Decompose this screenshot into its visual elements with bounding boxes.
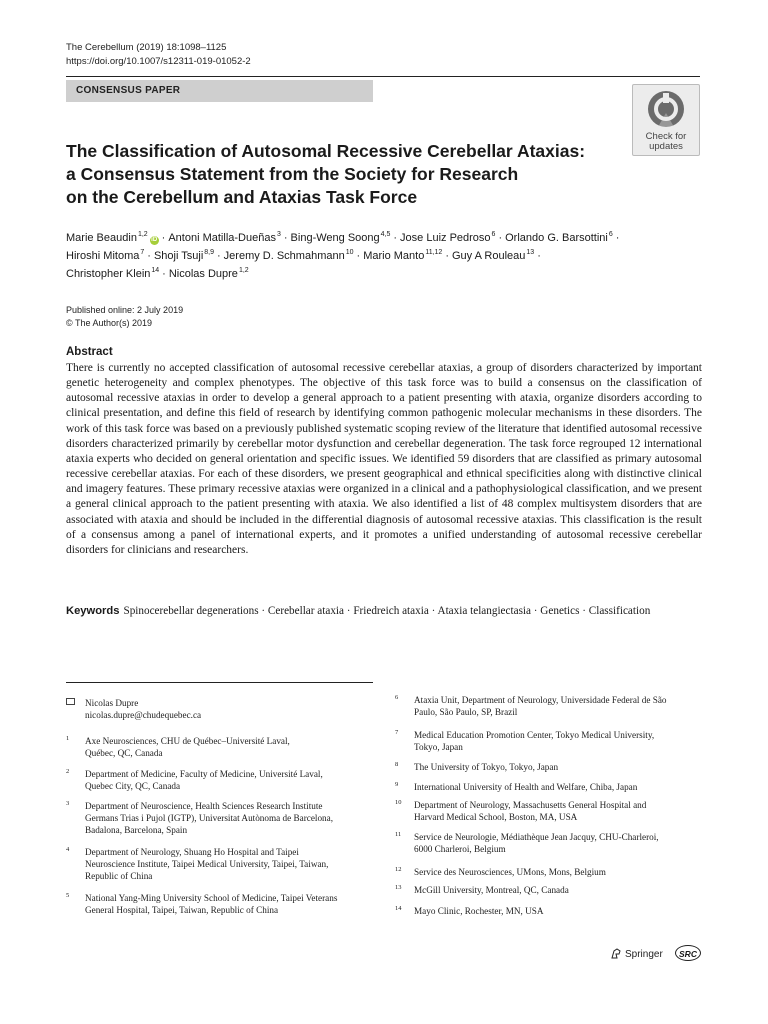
badge-line-1: Check for — [645, 131, 687, 142]
author[interactable]: Bing-Weng Soong$^{4,5}$ — [290, 231, 391, 244]
affiliation-number: 10 — [395, 799, 402, 806]
title-line-1: The Classification of Autosomal Recessive Cerebellar Ataxias: — [66, 141, 586, 161]
springer-logo: Springer — [610, 948, 663, 960]
affiliation-number: 14 — [395, 905, 402, 912]
affiliation-line: Harvard Medical School, Boston, MA, USA — [414, 812, 578, 822]
affiliation-line: Service des Neurosciences, UMons, Mons, Belgium — [414, 867, 606, 877]
author[interactable]: Jeremy D. Schmahmann$^{10}$ — [223, 249, 354, 262]
author[interactable]: Jose Luiz Pedroso$^6$ — [400, 231, 496, 244]
affiliation-line: Medical Education Promotion Center, Tokyo Medical University, — [414, 730, 655, 740]
author[interactable]: Nicolas Dupre$^{1,2}$ — [168, 267, 249, 280]
author[interactable]: Shoji Tsuji$^{8,9}$ — [153, 249, 214, 262]
abstract-heading: Abstract — [66, 346, 113, 358]
springer-horse-icon — [610, 948, 622, 960]
affiliation-line: 6000 Charleroi, Belgium — [414, 844, 506, 854]
envelope-icon — [66, 698, 75, 705]
badge-line-2: updates — [649, 141, 683, 152]
affiliation-line: Department of Neurology, Massachusetts General Hospital and — [414, 800, 647, 810]
affiliation-number: 13 — [395, 884, 402, 891]
affiliation-line: Mayo Clinic, Rochester, MN, USA — [414, 906, 544, 916]
author[interactable]: Guy A Rouleau$^{13}$ — [452, 249, 535, 262]
affiliation-number: 6 — [395, 694, 399, 701]
publication-info — [66, 304, 183, 330]
author[interactable]: Marie Beaudin$^{1,2}$ — [66, 231, 148, 244]
affiliation-number: 11 — [395, 831, 402, 838]
affiliation-number: 1 — [66, 735, 70, 742]
copyright: © The Author(s) 2019 — [66, 318, 153, 328]
abstract-text: There is currently no accepted classification of autosomal recessive cerebellar ataxias, a group of disorders characterized by important genetic heterogeneity and complex phenotypes. The objective of this task force was to build a consensus on the classification of autosomal recessive ataxias in order to develop a general approach to a patient presenting with ataxia, organize disorders according to clinical presentation, and define this field of research by identifying common pathogenic molecular mechanisms in these disorders. The work of this task force was based on a previously published systematic scoping review of the literature that identified autosomal recessive disorders characterized primarily by cerebellar motor dysfunction and cerebellar degeneration. The task force regrouped 12 international ataxia experts who decided on general orientation and specific issues. We identified 59 disorders that are classified as primary autosomal recessive cerebellar ataxias. For each of these disorders, we present geographical and ethnical specificities along with distinctive clinical and imagery features. These primary recessive ataxias were organized in a clinical and a pathophysiological classification, and we present a general clinical approach to the patient presenting with ataxia. We also identified a list of 48 complex multisystem disorders that are associated with ataxia and should be included in the differential diagnosis of autosomal recessive ataxias. This classification is the result of a consensus among a panel of international experts, and it promotes a unified understanding of autosomal recessive cerebellar disorders for clinicians and researchers. — [66, 362, 702, 556]
society-logo: SRC — [675, 945, 701, 961]
author[interactable]: Christopher Klein$^{14}$ — [66, 267, 160, 280]
article-title — [66, 140, 626, 209]
affiliation-line: Badalona, Barcelona, Spain — [85, 825, 188, 835]
keywords-text: Spinocerebellar degenerations · Cerebellar ataxia · Friedreich ataxia · Ataxia telangiectasia · Genetics · Classification — [123, 605, 651, 617]
affiliation-line: Department of Neuroscience, Health Sciences Research Institute — [85, 801, 323, 811]
footnote-rule — [66, 682, 373, 683]
affiliation-line: Service de Neurologie, Médiathèque Jean Jacquy, CHU-Charleroi, — [414, 832, 659, 842]
affiliation-line: Tokyo, Japan — [414, 742, 463, 752]
affiliation-number: 9 — [395, 781, 399, 788]
affiliation-line: General Hospital, Taipei, Taiwan, Republic of China — [85, 905, 279, 915]
section-label: CONSENSUS PAPER — [66, 80, 373, 102]
affiliation-line: Department of Neurology, Shuang Ho Hospital and Taipei — [85, 847, 299, 857]
affiliation-line: Republic of China — [85, 871, 153, 881]
author[interactable]: Mario Manto$^{11,12}$ — [363, 249, 443, 262]
affiliation-line: Department of Medicine, Faculty of Medicine, Université Laval, — [85, 769, 323, 779]
affiliation-number: 7 — [395, 729, 399, 736]
affiliation-line: Québec, QC, Canada — [85, 748, 163, 758]
title-line-3: on the Cerebellum and Ataxias Task Force — [66, 187, 418, 207]
affiliation-line: International University of Health and Welfare, Chiba, Japan — [414, 782, 638, 792]
author-list: Marie Beaudin$^{1,2}$iD · Antoni Matilla-Dueñas$^3$ · Bing-Weng Soong$^{4,5}$ · Jose Luiz Pedroso$^6$ · Orlando G. Barsottini$^6$ · Hiroshi Mitoma$^7$ · Shoji Tsuji$^{8,9}$ · Jeremy D. Schmahmann$^{10}$ · Mario Manto$^{11,12}$ · Guy A Rouleau$^{13}$ · Christopher Klein$^{14}$ · Nicolas Dupre$^{1,2}$ — [66, 231, 620, 280]
affiliation-number: 2 — [66, 768, 70, 775]
affiliation-line: Ataxia Unit, Department of Neurology, Universidade Federal de São — [414, 695, 667, 705]
header-rule — [66, 76, 700, 77]
author[interactable]: Hiroshi Mitoma$^7$ — [66, 249, 145, 262]
correspondence-email[interactable]: nicolas.dupre@chudequebec.ca — [85, 710, 202, 720]
correspondence — [66, 697, 366, 723]
copyright-icon: © — [66, 318, 73, 328]
crossmark-icon — [646, 89, 686, 129]
affiliation-number: 8 — [395, 761, 399, 768]
affiliation-number: 12 — [395, 866, 402, 873]
published-date: Published online: 2 July 2019 — [66, 305, 184, 315]
affiliation-line: Quebec City, QC, Canada — [85, 781, 181, 791]
journal-line: The Cerebellum (2019) 18:1098–1125 — [66, 42, 227, 53]
affiliation-line: Germans Trias i Pujol (IGTP), Universitat Autònoma de Barcelona, — [85, 813, 334, 823]
affiliation-line: McGill University, Montreal, QC, Canada — [414, 885, 569, 895]
affiliation-number: 4 — [66, 846, 70, 853]
keywords — [66, 604, 706, 619]
affiliation-line: The University of Tokyo, Tokyo, Japan — [414, 762, 559, 772]
journal-citation — [66, 41, 251, 69]
title-line-2: a Consensus Statement from the Society for Research — [66, 164, 519, 184]
affiliation-line: Paulo, São Paulo, SP, Brazil — [414, 707, 518, 717]
affiliation-number: 5 — [66, 892, 70, 899]
doi-link[interactable]: https://doi.org/10.1007/s12311-019-01052-2 — [66, 56, 251, 67]
author[interactable]: Orlando G. Barsottini$^6$ — [505, 231, 613, 244]
check-for-updates-badge[interactable] — [632, 84, 700, 156]
affiliation-line: Neuroscience Institute, Taipei Medical University, Taipei, Taiwan, — [85, 859, 329, 869]
orcid-icon[interactable]: iD — [151, 237, 158, 243]
affiliation-number: 3 — [66, 800, 70, 807]
correspondence-name: Nicolas Dupre — [85, 698, 139, 708]
affiliation-line: Axe Neurosciences, CHU de Québec–Université Laval, — [85, 736, 290, 746]
affiliation-line: National Yang-Ming University School of Medicine, Taipei Veterans — [85, 893, 338, 903]
keywords-label: Keywords — [66, 605, 120, 617]
author[interactable]: Antoni Matilla-Dueñas$^3$ — [168, 231, 281, 244]
